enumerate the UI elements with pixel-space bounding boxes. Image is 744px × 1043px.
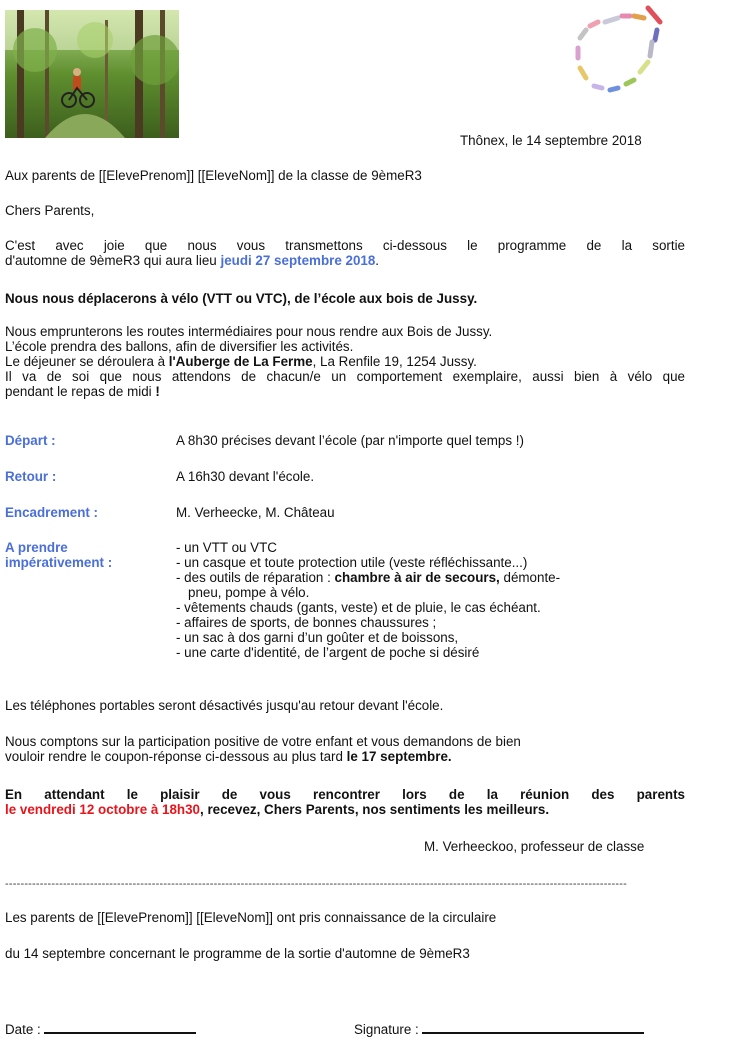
- auberge-name: l'Auberge de La Ferme: [168, 354, 313, 369]
- place-date: Thônex, le 14 septembre 2018: [460, 133, 642, 148]
- date-blank[interactable]: [44, 1020, 196, 1034]
- items-list: [176, 540, 560, 660]
- list-item: - un sac à dos garni d’un goûter et de boissons,: [176, 630, 459, 645]
- route-line: Nous emprunterons les routes intermédiaires pour nous rendre aux Bois de Jussy.: [5, 324, 493, 339]
- greeting: Chers Parents,: [5, 203, 95, 218]
- intro-period: .: [375, 253, 380, 268]
- signature-field[interactable]: [354, 1020, 644, 1037]
- auberge-address: , La Renfile 19, 1254 Jussy.: [312, 354, 477, 369]
- lunch-line: [5, 354, 685, 369]
- list-item: - vêtements chauds (gants, veste) et de pluie, le cas échéant.: [176, 600, 541, 615]
- intro-line-2: [5, 253, 685, 268]
- list-item: [176, 570, 560, 585]
- circular-dashed-ring-logo: [560, 0, 670, 100]
- forest-cyclist-photo: [5, 10, 179, 138]
- meeting-line-2: [5, 802, 685, 817]
- retour-label: Retour :: [5, 469, 57, 484]
- intro-line-1: C'est avec joie que nous vous transmettons ci-dessous le programme de la sortie: [5, 238, 685, 253]
- bike-heading: Nous nous déplacerons à vélo (VTT ou VTC), de l’école aux bois de Jussy.: [5, 291, 478, 306]
- meeting-paragraph: [5, 787, 685, 817]
- intro-paragraph: [5, 238, 685, 268]
- signature-blank[interactable]: [422, 1020, 644, 1034]
- behavior-text: pendant le repas de midi: [5, 384, 156, 399]
- item-text: - des outils de réparation :: [176, 570, 335, 585]
- retour-value: A 16h30 devant l'école.: [176, 469, 315, 484]
- behavior-line-2: [5, 384, 685, 399]
- item-bold: chambre à air de secours,: [334, 570, 500, 585]
- teacher-signature: M. Verheeckoo, professeur de classe: [424, 839, 645, 854]
- prendre-label: [5, 540, 112, 570]
- list-item: - un VTT ou VTC: [176, 540, 277, 555]
- balls-line: L’école prendra des ballons, afin de diversifier les activités.: [5, 339, 354, 354]
- count-line-1: Nous comptons sur la participation positive de votre enfant et vous demandons de bien: [5, 734, 521, 749]
- date-label: Date :: [5, 1022, 41, 1037]
- signature-label: Signature :: [354, 1022, 419, 1037]
- lunch-text: Le déjeuner se déroulera à: [5, 354, 169, 369]
- addressee-line: Aux parents de [[ElevePrenom]] [[EleveNom]] de la classe de 9èmeR3: [5, 168, 422, 183]
- details-paragraph: [5, 324, 685, 399]
- intro-text: d'automne de 9èmeR3 qui aura lieu: [5, 253, 221, 268]
- count-paragraph: [5, 734, 685, 764]
- item-text: démonte-: [499, 570, 561, 585]
- meeting-text: , recevez, Chers Parents, nos sentiments les meilleurs.: [200, 802, 550, 817]
- prendre-label-line-1: A prendre: [5, 540, 68, 555]
- count-text: vouloir rendre le coupon-réponse ci-dessous au plus tard: [5, 749, 347, 764]
- date-field[interactable]: [5, 1020, 196, 1037]
- list-item: - une carte d'identité, de l’argent de poche si désiré: [176, 645, 480, 660]
- count-line-2: [5, 749, 685, 764]
- prendre-label-line-2: impérativement :: [5, 555, 113, 570]
- deadline-date: le 17 septembre.: [346, 749, 452, 764]
- cut-separator: -----------------------------------------------------------------------------------------------------------------------------------------------------------------: [5, 878, 627, 890]
- phones-line: Les téléphones portables seront désactivés jusqu'au retour devant l'école.: [5, 698, 444, 713]
- list-item: - un casque et toute protection utile (veste réfléchissante...): [176, 555, 528, 570]
- behavior-line-1: Il va de soi que nous attendons de chacun/e un comportement exemplaire, aussi bien à vélo que: [5, 369, 685, 384]
- encadrement-label: Encadrement :: [5, 505, 99, 520]
- meeting-line-1: En attendant le plaisir de vous rencontrer lors de la réunion des parents: [5, 787, 685, 802]
- outing-date: jeudi 27 septembre 2018: [220, 253, 376, 268]
- list-item: - affaires de sports, de bonnes chaussures ;: [176, 615, 437, 630]
- list-item: pneu, pompe à vélo.: [188, 585, 310, 600]
- coupon-line-1: Les parents de [[ElevePrenom]] [[EleveNom]] ont pris connaissance de la circulaire: [5, 910, 497, 925]
- behavior-exclaim: !: [155, 384, 160, 399]
- coupon-line-2: du 14 septembre concernant le programme de la sortie d'automne de 9èmeR3: [5, 946, 470, 961]
- depart-label: Départ :: [5, 433, 56, 448]
- depart-value: A 8h30 précises devant l’école (par n'importe quel temps !): [176, 433, 524, 448]
- meeting-date: le vendredi 12 octobre à 18h30: [5, 802, 200, 817]
- encadrement-value: M. Verheecke, M. Château: [176, 505, 335, 520]
